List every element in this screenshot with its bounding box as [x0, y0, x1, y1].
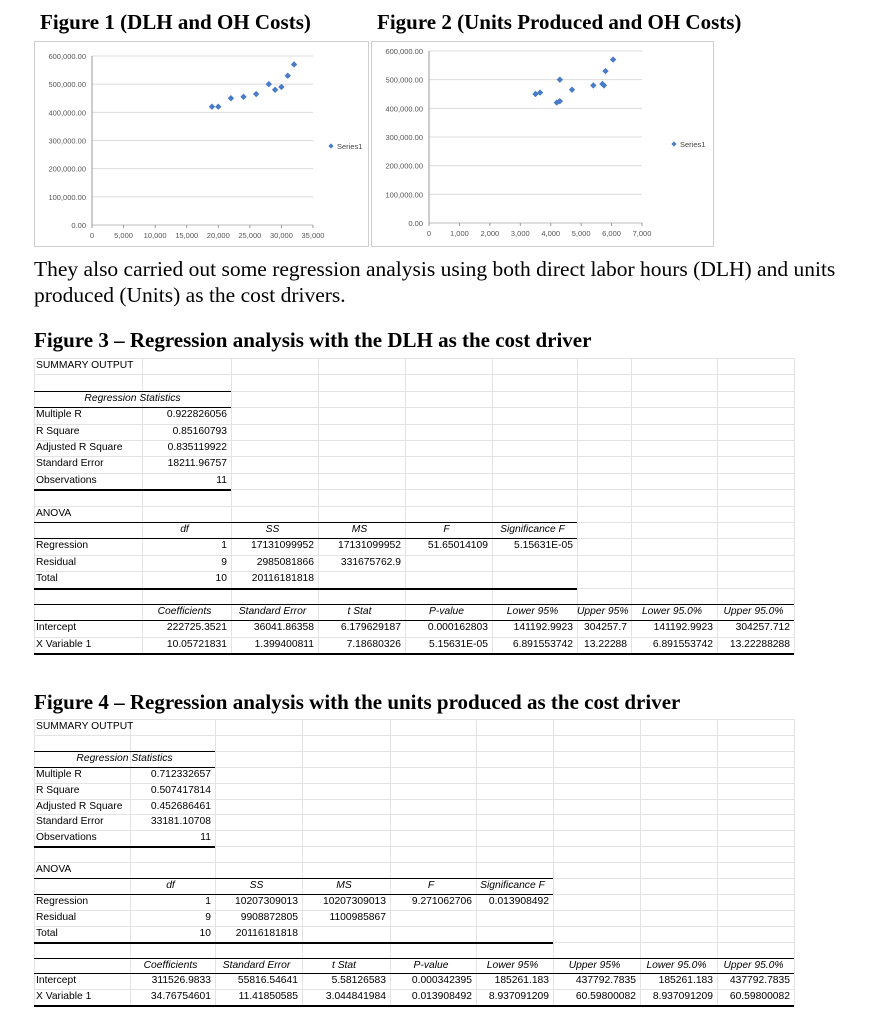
- figure1-ytick-label: 600,000.00: [48, 52, 86, 61]
- figure2-xtick-label: 1,000: [450, 229, 469, 238]
- anova-row-label: Regression: [36, 540, 89, 552]
- figure1-data-point: [266, 81, 272, 87]
- stat-name: Adjusted R Square: [36, 800, 123, 812]
- figure2-ytick-label: 500,000.00: [385, 75, 423, 85]
- coef-value: 0.013908492: [411, 991, 472, 1003]
- stat-name: Multiple R: [36, 768, 82, 780]
- coef-value: 10.05721831: [166, 638, 227, 650]
- coef-value: 437792.7835: [729, 975, 790, 987]
- figure1-ytick-label: 400,000.00: [48, 108, 86, 118]
- sheet-gridline: [34, 506, 794, 507]
- figure1-data-point: [278, 84, 284, 90]
- coef-header: Standard Error: [238, 606, 307, 617]
- figure4-title: Figure 4 – Regression analysis with the units produced as the cost driver: [34, 690, 681, 714]
- figure2-data-point: [590, 82, 596, 88]
- coef-value: 8.937091209: [488, 991, 549, 1003]
- anova-value: 10: [215, 573, 227, 585]
- coef-value: 222725.3521: [166, 622, 227, 634]
- anova-value: 10207309013: [323, 895, 386, 907]
- coef-value: 304257.7: [584, 622, 627, 634]
- figure1-legend-marker: [328, 143, 333, 148]
- anova-bottom-rule: [34, 588, 577, 590]
- figure1-data-point: [215, 104, 221, 110]
- stat-value: 0.452686461: [150, 800, 211, 812]
- intro-paragraph: They also carried out some regression analysis using both direct labor hours (DLH) and units produced (Units) as the cost drivers.: [34, 257, 836, 307]
- figure1-xtick-label: 20,000: [206, 231, 230, 240]
- figure2-scatter-svg: [372, 42, 713, 246]
- figure1-ytick-label: 0.00: [71, 221, 86, 230]
- coef-header: Standard Error: [222, 959, 291, 971]
- figure2-xtick-label: 7,000: [632, 229, 652, 238]
- regression-statistics-header: Regression Statistics: [76, 752, 173, 764]
- coef-bottom-rule: [34, 1005, 794, 1007]
- figure1-legend-label: Series1: [337, 142, 363, 151]
- figure1-data-point: [209, 104, 215, 110]
- anova-bottom-rule: [34, 942, 553, 944]
- coef-value: 3.044841984: [325, 991, 386, 1003]
- sheet-gridline: [34, 735, 794, 736]
- anova-value: 17131099952: [251, 540, 314, 552]
- stats-bottom-rule: [34, 846, 215, 848]
- stat-name: Observations: [36, 474, 97, 486]
- stat-name: R Square: [36, 425, 80, 437]
- figure2-legend-marker: [671, 141, 676, 146]
- coef-value: 13.22288: [584, 638, 627, 650]
- sheet-gridline: [794, 719, 795, 1005]
- coef-value: 185261.183: [494, 975, 549, 987]
- anova-value: 331675762.9: [340, 556, 401, 568]
- regression-statistics-header: Regression Statistics: [84, 392, 181, 404]
- sheet-gridline: [34, 374, 794, 375]
- figure1-ytick-label: 500,000.00: [48, 80, 86, 90]
- stat-name: Standard Error: [36, 816, 104, 828]
- anova-value: 1: [205, 895, 211, 907]
- summary-output-label: SUMMARY OUTPUT: [36, 360, 134, 371]
- coef-header: Lower 95%: [486, 959, 539, 971]
- anova-header: SS: [249, 880, 264, 891]
- figure2-ytick-label: 100,000.00: [385, 190, 423, 200]
- anova-value: 9908872805: [240, 911, 298, 923]
- coef-header: P-value: [413, 959, 449, 971]
- anova-value: 20116181818: [235, 927, 298, 939]
- stat-value: 11: [200, 832, 211, 844]
- sheet-gridline: [794, 358, 795, 653]
- figure1-xtick-label: 25,000: [238, 231, 262, 240]
- coef-value: 34.76754601: [150, 991, 211, 1003]
- anova-header: SS: [265, 524, 280, 535]
- figure2-data-point: [602, 68, 608, 74]
- sheet-gridline: [34, 862, 794, 863]
- anova-value: 1100985867: [329, 911, 386, 923]
- anova-header: F: [427, 880, 435, 891]
- figure1-data-point: [240, 94, 246, 100]
- coef-value: 6.891553742: [652, 638, 713, 650]
- coef-header: Lower 95%: [506, 606, 559, 617]
- figure1-ytick-label: 300,000.00: [48, 136, 86, 146]
- anova-row-label: Residual: [36, 911, 77, 923]
- figure1-ytick-label: 100,000.00: [48, 192, 86, 202]
- anova-value: 51.65014109: [427, 540, 488, 552]
- figure1-xtick-label: 35,000: [301, 231, 325, 240]
- stat-value: 33181.10708: [150, 816, 211, 828]
- coef-value: 60.59800082: [729, 991, 790, 1003]
- anova-header: F: [443, 524, 450, 535]
- figure2-xtick-label: 2,000: [480, 229, 500, 238]
- figure4-regression-sheet: [34, 719, 794, 1005]
- figure2-ytick-label: 400,000.00: [385, 104, 423, 114]
- anova-value: 1: [221, 540, 227, 552]
- coef-value: 36041.86358: [253, 622, 314, 634]
- figure1-scatter-svg: [35, 42, 368, 246]
- coef-value: 6.891553742: [512, 638, 573, 650]
- coef-header: Upper 95%: [577, 606, 629, 617]
- stat-value: 0.922826056: [166, 409, 227, 421]
- stat-value: 18211.96757: [167, 458, 227, 470]
- stat-name: R Square: [36, 784, 80, 796]
- coef-value: 0.000342395: [411, 975, 472, 987]
- anova-value: 0.013908492: [488, 895, 549, 907]
- anova-value: 9.271062706: [411, 895, 472, 907]
- stat-value: 11: [216, 474, 227, 486]
- coef-value: 1.399400811: [254, 638, 314, 650]
- stat-value: 0.712332657: [150, 768, 211, 780]
- coef-value: 304257.712: [735, 622, 790, 634]
- figure1-xtick-label: 0: [89, 231, 95, 240]
- coef-header: t Stat: [347, 606, 372, 617]
- coef-value: 311526.9833: [151, 975, 211, 987]
- coef-header: Coefficients: [143, 959, 198, 971]
- coef-header: P-value: [429, 606, 464, 617]
- coef-row-label: Intercept: [36, 975, 77, 987]
- coef-header: Upper 95.0%: [723, 606, 784, 617]
- figure3-title: Figure 3 – Regression analysis with the DLH as the cost driver: [34, 328, 592, 352]
- anova-row-label: Residual: [36, 556, 77, 568]
- anova-value: 10207309013: [235, 895, 298, 907]
- figure2-xtick-label: 6,000: [602, 229, 621, 238]
- figure2-ytick-label: 600,000.00: [385, 47, 423, 56]
- stat-name: Multiple R: [36, 409, 82, 421]
- anova-value: 9: [205, 911, 211, 923]
- figure1-xtick-label: 15,000: [175, 231, 199, 240]
- coef-header: Upper 95.0%: [723, 959, 784, 971]
- stat-name: Standard Error: [36, 458, 104, 470]
- coef-value: 7.18680326: [346, 638, 401, 650]
- coef-value: 11.41850585: [238, 991, 298, 1003]
- stat-name: Observations: [36, 832, 97, 844]
- summary-output-label: SUMMARY OUTPUT: [36, 721, 134, 732]
- figure2-ytick-label: 0.00: [408, 219, 423, 228]
- anova-value: 9: [221, 556, 227, 568]
- stat-name: Adjusted R Square: [36, 442, 123, 453]
- coef-header: Coefficients: [157, 606, 212, 617]
- anova-header: MS: [336, 880, 352, 891]
- coef-bottom-rule: [34, 653, 794, 655]
- figure1-data-point: [291, 61, 297, 67]
- coef-value: 55816.54641: [237, 975, 298, 987]
- coef-value: 5.15631E-05: [429, 638, 488, 650]
- figure1-data-point: [228, 95, 234, 101]
- coef-value: 13.22288288: [729, 638, 790, 650]
- anova-header: Significance F: [480, 880, 545, 891]
- figure1-data-point: [253, 91, 259, 97]
- figure2-xtick-label: 3,000: [510, 229, 530, 238]
- anova-value: 20116181818: [251, 573, 314, 585]
- coef-value: 141192.9923: [513, 622, 573, 634]
- anova-header: Significance F: [500, 524, 565, 535]
- coef-row-label: Intercept: [36, 622, 77, 634]
- coef-value: 6.179629187: [340, 622, 401, 634]
- figure1-chart: [34, 41, 369, 247]
- sheet-gridline: [34, 719, 794, 720]
- figure2-data-point: [557, 76, 563, 82]
- coef-header: Upper 95%: [568, 959, 621, 971]
- stat-value: 0.835119922: [167, 442, 227, 453]
- figure1-title: Figure 1 (DLH and OH Costs): [40, 10, 311, 34]
- sheet-gridline: [34, 358, 794, 359]
- figure2-xtick-label: 4,000: [541, 229, 561, 238]
- figure2-chart: [371, 41, 714, 247]
- coef-value: 0.000162803: [427, 622, 488, 634]
- coef-value: 141192.9923: [653, 622, 713, 634]
- coef-value: 437792.7835: [575, 975, 636, 987]
- stat-value: 0.85160793: [172, 425, 227, 437]
- stat-value: 0.507417814: [150, 784, 211, 796]
- anova-header: df: [166, 880, 175, 891]
- anova-value: 2985081866: [256, 556, 314, 568]
- figure1-xtick-label: 30,000: [269, 231, 293, 240]
- anova-row-label: Total: [36, 927, 58, 939]
- figure1-data-point: [272, 87, 278, 93]
- anova-row-label: Total: [36, 573, 58, 585]
- figure2-xtick-label: 0: [426, 229, 432, 238]
- figure2-xtick-label: 5,000: [571, 229, 591, 238]
- coef-value: 60.59800082: [575, 991, 636, 1003]
- figure2-legend-label: Series1: [680, 140, 706, 149]
- figure2-data-point: [569, 87, 575, 93]
- coef-row-label: X Variable 1: [36, 991, 92, 1003]
- figure2-data-point: [610, 56, 616, 62]
- coef-header: t Stat: [331, 959, 357, 971]
- figure1-ytick-label: 200,000.00: [48, 164, 86, 174]
- figure3-regression-sheet: [34, 358, 794, 653]
- coef-row-label: X Variable 1: [36, 638, 92, 650]
- figure1-xtick-label: 10,000: [143, 231, 167, 240]
- figure1-xtick-label: 5,000: [114, 231, 133, 240]
- figure2-title: Figure 2 (Units Produced and OH Costs): [377, 10, 742, 34]
- figure1-data-point: [285, 73, 291, 79]
- anova-value: 17131099952: [338, 540, 401, 552]
- coef-header: Lower 95.0%: [641, 606, 703, 617]
- stats-bottom-rule: [34, 489, 231, 491]
- coef-value: 5.58126583: [331, 975, 386, 987]
- anova-header: MS: [351, 524, 368, 535]
- coef-value: 185261.183: [658, 975, 713, 987]
- figure2-ytick-label: 200,000.00: [385, 161, 423, 171]
- anova-value: 10: [199, 927, 211, 939]
- figure2-ytick-label: 300,000.00: [385, 133, 423, 142]
- anova-label: ANOVA: [36, 507, 72, 519]
- coef-header: Lower 95.0%: [646, 959, 707, 971]
- anova-row-label: Regression: [36, 895, 89, 907]
- anova-value: 5.15631E-05: [514, 540, 573, 552]
- anova-label: ANOVA: [36, 864, 72, 876]
- coef-value: 8.937091209: [652, 991, 713, 1003]
- anova-header: df: [180, 524, 189, 535]
